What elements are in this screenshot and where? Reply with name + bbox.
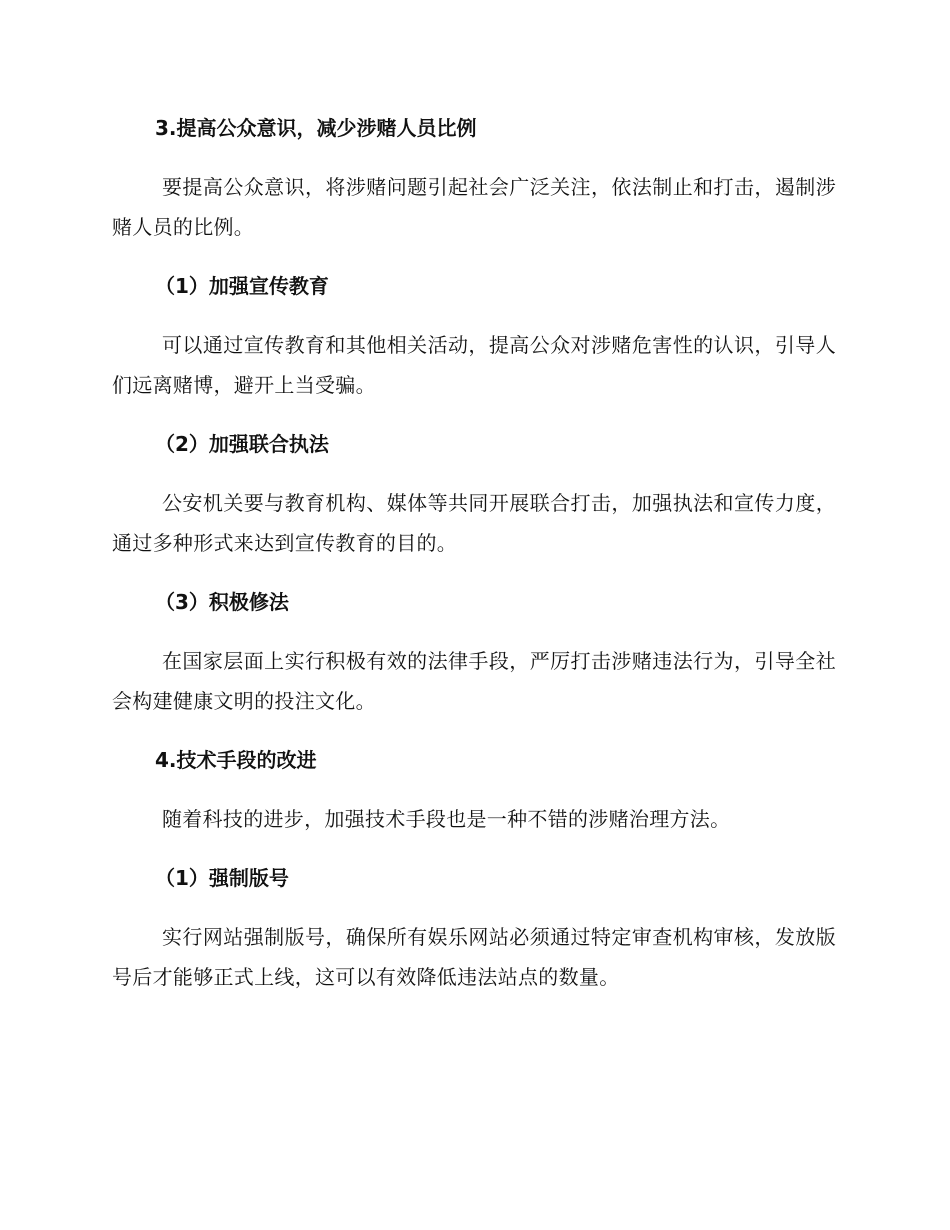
section-heading-4: 4.技术手段的改进 bbox=[155, 748, 317, 772]
subheading-publicity-education: （1）加强宣传教育 bbox=[155, 274, 329, 298]
section-heading-3: 3.提高公众意识，减少涉赌人员比例 bbox=[155, 116, 477, 140]
paragraph-publicity-education: 可以通过宣传教育和其他相关活动，提高公众对涉赌危害性的认识，引导人们远离赌博，避开上当受骗。 bbox=[112, 333, 836, 397]
paragraph-law-revision: 在国家层面上实行积极有效的法律手段，严厉打击涉赌违法行为，引导全社会构建健康文明的投注文化。 bbox=[112, 649, 836, 713]
subheading-law-revision: （3）积极修法 bbox=[155, 590, 289, 614]
document-body bbox=[112, 108, 836, 1016]
paragraph-joint-enforcement: 公安机关要与教育机构、媒体等共同开展联合打击，加强执法和宣传力度，通过多种形式来达到宣传教育的目的。 bbox=[112, 491, 836, 555]
subheading-mandatory-license: （1）强制版号 bbox=[155, 866, 289, 890]
paragraph-technology: 随着科技的进步，加强技术手段也是一种不错的涉赌治理方法。 bbox=[162, 807, 731, 831]
subheading-joint-enforcement: （2）加强联合执法 bbox=[155, 432, 329, 456]
paragraph-mandatory-license: 实行网站强制版号，确保所有娱乐网站必须通过特定审查机构审核，发放版号后才能够正式上线，这可以有效降低违法站点的数量。 bbox=[112, 925, 836, 989]
paragraph-public-awareness: 要提高公众意识，将涉赌问题引起社会广泛关注，依法制止和打击，遏制涉赌人员的比例。 bbox=[112, 175, 836, 239]
